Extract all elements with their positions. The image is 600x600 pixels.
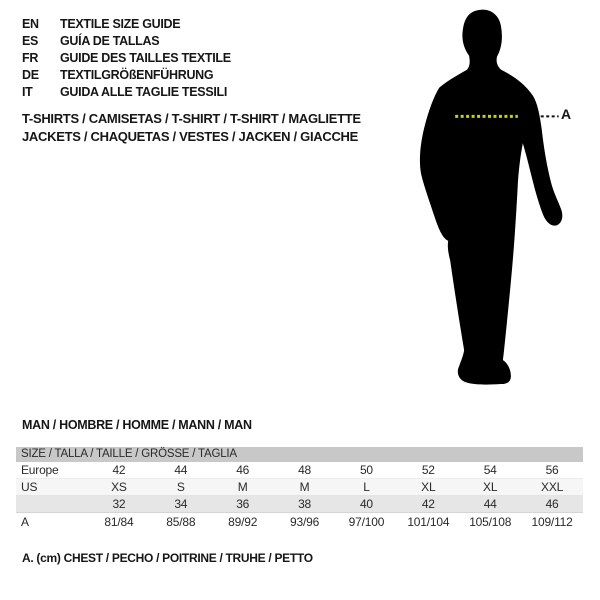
language-code: IT: [22, 84, 33, 99]
size-cell: 36: [236, 497, 250, 511]
size-cell: 85/88: [166, 514, 196, 529]
table-row: [16, 479, 583, 496]
language-code: DE: [22, 67, 39, 82]
man-figure: [415, 4, 580, 392]
size-cell: 48: [298, 463, 312, 477]
row-label: Europe: [21, 463, 59, 477]
language-code: ES: [22, 33, 39, 48]
language-row: [22, 83, 231, 100]
language-label: GUIDA ALLE TAGLIE TESSILI: [60, 84, 228, 99]
table-header: SIZE / TALLA / TAILLE / GRÖSSE / TAGLIA: [16, 447, 583, 462]
size-cell: 46: [545, 497, 559, 511]
language-row: [22, 15, 231, 32]
size-cell: 32: [112, 497, 126, 511]
size-cell: XL: [483, 480, 498, 494]
man-silhouette-path: [420, 10, 562, 385]
footnote-chest: A. (cm) CHEST / PECHO / POITRINE / TRUHE / PETTO: [22, 551, 313, 565]
size-cell: XL: [421, 480, 436, 494]
size-cell: 46: [236, 463, 250, 477]
language-label: TEXTILGRÖßENFÜHRUNG: [60, 67, 214, 82]
size-guide-table: [16, 447, 583, 530]
size-cell: 42: [112, 463, 126, 477]
man-silhouette-graphic: [415, 4, 565, 392]
garment-categories: [22, 110, 361, 146]
language-label: GUIDE DES TAILLES TEXTILE: [60, 50, 231, 65]
size-table-body: [16, 462, 583, 530]
language-row: [22, 66, 231, 83]
language-row: [22, 49, 231, 66]
size-cell: 89/92: [228, 514, 258, 529]
language-label: GUÍA DE TALLAS: [60, 33, 160, 48]
row-label: A: [21, 514, 29, 529]
language-code: FR: [22, 50, 39, 65]
size-cell: 42: [421, 497, 435, 511]
size-cell: XXL: [541, 480, 564, 494]
size-cell: 44: [174, 463, 188, 477]
size-cell: S: [176, 480, 185, 494]
size-cell: 52: [421, 463, 435, 477]
table-row: [16, 462, 583, 479]
measure-label-a: A: [561, 106, 572, 122]
size-cell: 81/84: [104, 514, 134, 529]
size-cell: 56: [545, 463, 559, 477]
category-line-tshirts: T-SHIRTS / CAMISETAS / T-SHIRT / T-SHIRT / MAGLIETTE: [22, 111, 361, 126]
language-row: [22, 32, 231, 49]
size-cell: L: [363, 480, 370, 494]
language-list: [22, 15, 231, 100]
language-code: EN: [22, 16, 39, 31]
size-cell: M: [299, 480, 310, 494]
table-row: [16, 496, 583, 513]
section-title-man: MAN / HOMBRE / HOMME / MANN / MAN: [22, 418, 252, 432]
size-cell: 97/100: [348, 514, 385, 529]
size-cell: 101/104: [407, 514, 450, 529]
size-cell: M: [237, 480, 248, 494]
size-cell: 109/112: [531, 514, 573, 529]
row-label: US: [21, 480, 38, 494]
size-cell: XS: [111, 480, 127, 494]
size-cell: 54: [483, 463, 497, 477]
size-cell: 34: [174, 497, 188, 511]
size-cell: 44: [483, 497, 497, 511]
size-cell: 93/96: [290, 514, 320, 529]
size-cell: 50: [359, 463, 373, 477]
language-label: TEXTILE SIZE GUIDE: [60, 16, 181, 31]
size-cell: 40: [359, 497, 373, 511]
size-cell: 105/108: [469, 514, 512, 529]
table-row: [16, 513, 583, 530]
category-line-jackets: JACKETS / CHAQUETAS / VESTES / JACKEN / GIACCHE: [22, 129, 358, 144]
size-cell: 38: [298, 497, 312, 511]
